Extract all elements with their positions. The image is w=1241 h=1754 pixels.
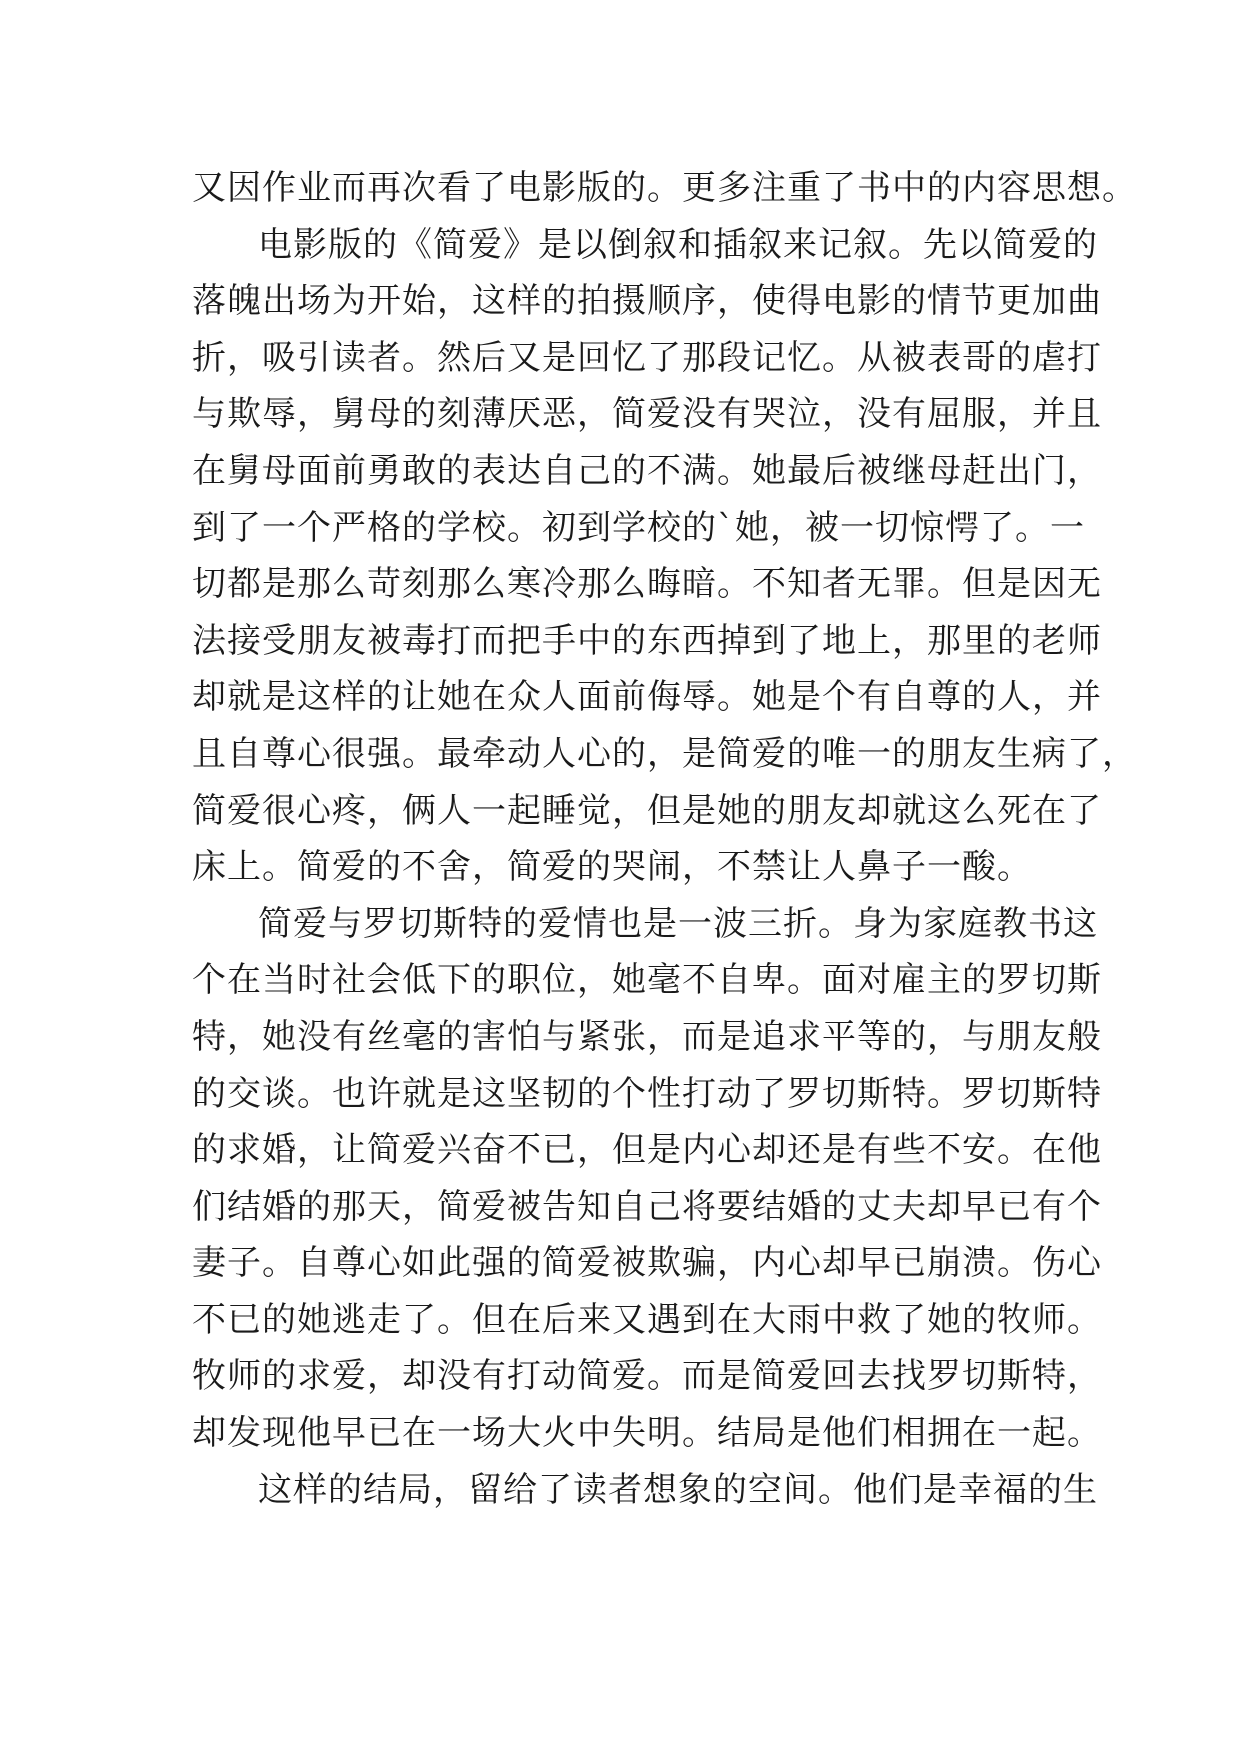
- text-line: 特，她没有丝毫的害怕与紧张，而是追求平等的，与朋友般: [192, 1016, 1102, 1057]
- text-line: 简爱很心疼，俩人一起睡觉，但是她的朋友却就这么死在了: [192, 790, 1102, 831]
- paragraph-start-line: 电影版的《简爱》是以倒叙和插叙来记叙。先以简爱的: [258, 224, 1098, 265]
- paragraph-start-line: 这样的结局，留给了读者想象的空间。他们是幸福的生: [258, 1469, 1098, 1510]
- text-line: 牧师的求爱，却没有打动简爱。而是简爱回去找罗切斯特，: [192, 1356, 1102, 1397]
- text-line: 不已的她逃走了。但在后来又遇到在大雨中救了她的牧师。: [192, 1299, 1102, 1340]
- article-body: [192, 160, 1137, 1518]
- text-line: 们结婚的那天，简爱被告知自己将要结婚的丈夫却早已有个: [192, 1186, 1102, 1227]
- text-line: 个在当时社会低下的职位，她毫不自卑。面对雇主的罗切斯: [192, 960, 1102, 1001]
- text-line: 床上。简爱的不舍，简爱的哭闹，不禁让人鼻子一酸。: [192, 847, 1032, 888]
- text-line: 切都是那么苛刻那么寒冷那么晦暗。不知者无罪。但是因无: [192, 564, 1102, 605]
- text-line: 到了一个严格的学校。初到学校的`她，被一切惊愕了。一: [192, 507, 1085, 548]
- text-line: 妻子。自尊心如此强的简爱被欺骗，内心却早已崩溃。伤心: [192, 1243, 1102, 1284]
- text-line: 却就是这样的让她在众人面前侮辱。她是个有自尊的人，并: [192, 677, 1102, 718]
- text-line: 在舅母面前勇敢的表达自己的不满。她最后被继母赶出门，: [192, 450, 1102, 491]
- paragraph-start-line: 简爱与罗切斯特的爱情也是一波三折。身为家庭教书这: [258, 903, 1098, 944]
- text-line: 与欺辱，舅母的刻薄厌恶，简爱没有哭泣，没有屈服，并且: [192, 394, 1102, 435]
- text-line: 又因作业而再次看了电影版的。更多注重了书中的内容思想。: [192, 168, 1137, 208]
- text-line: 落魄出场为开始，这样的拍摄顺序，使得电影的情节更加曲: [192, 281, 1102, 322]
- text-line: 折，吸引读者。然后又是回忆了那段记忆。从被表哥的虐打: [192, 337, 1102, 378]
- text-line: 却发现他早已在一场大火中失明。结局是他们相拥在一起。: [192, 1413, 1102, 1454]
- text-line: 法接受朋友被毒打而把手中的东西掉到了地上，那里的老师: [192, 620, 1102, 661]
- text-line: 且自尊心很强。最牵动人心的，是简爱的唯一的朋友生病了，: [192, 733, 1137, 774]
- text-line: 的交谈。也许就是这坚韧的个性打动了罗切斯特。罗切斯特: [192, 1073, 1102, 1114]
- text-line: 的求婚，让简爱兴奋不已，但是内心却还是有些不安。在他: [192, 1130, 1102, 1171]
